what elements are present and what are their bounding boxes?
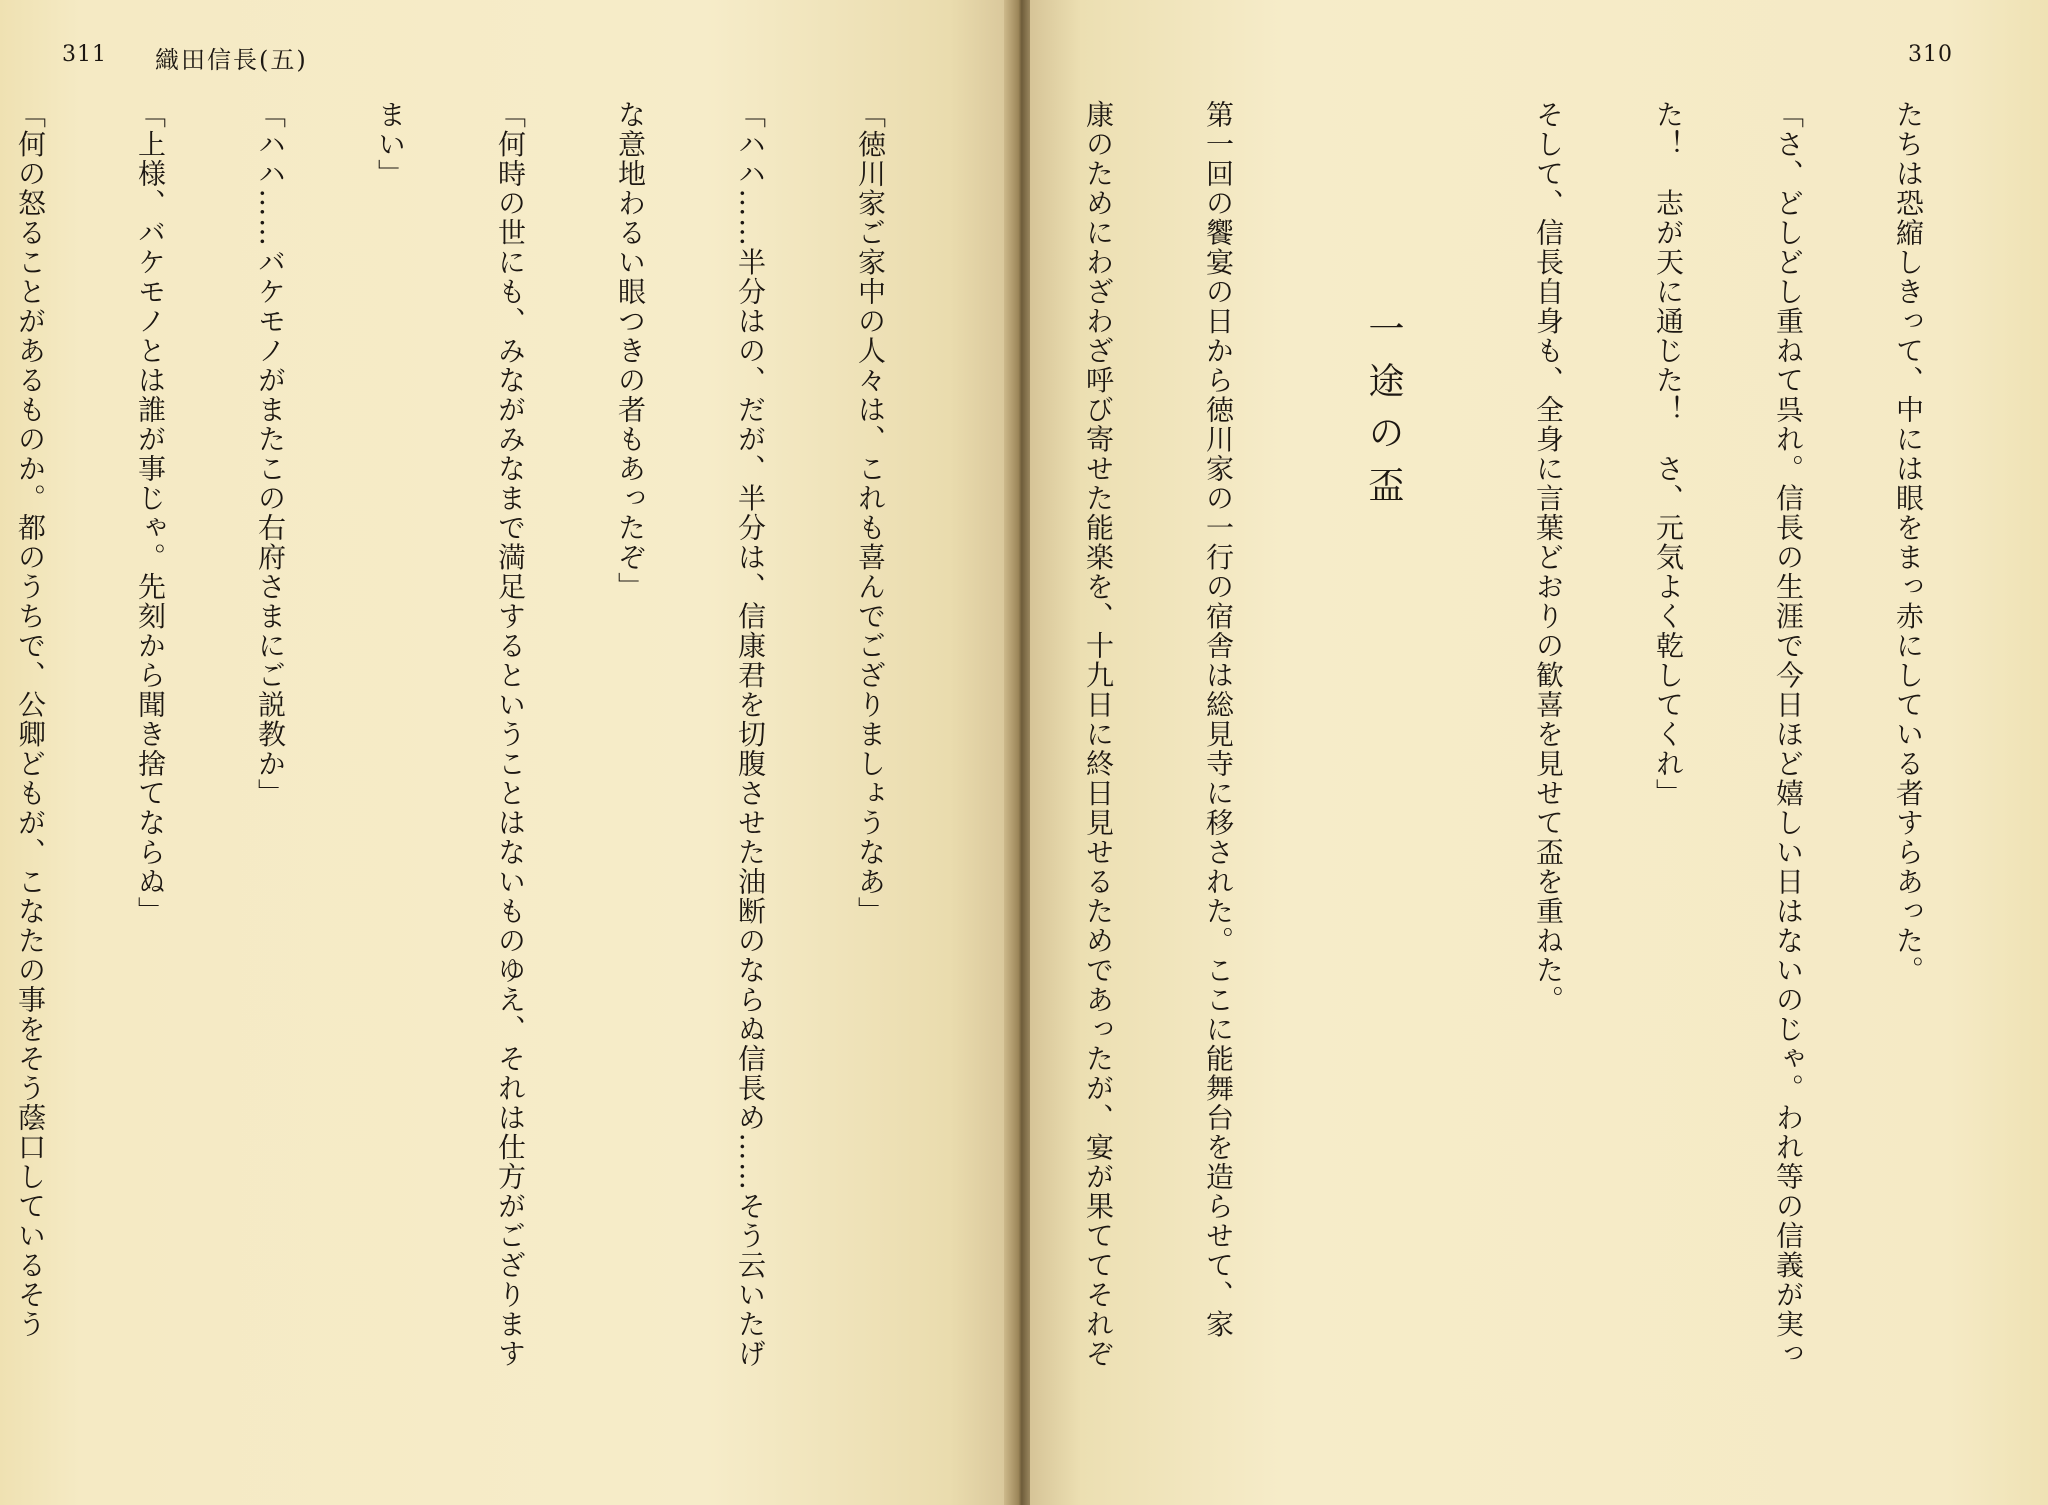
text-line: 「上様、バケモノとは誰が事じゃ。先刻から聞き捨てならぬ」 (134, 100, 167, 926)
text-line: 「徳川家ご家中の人々は、これも喜んでござりましょうなあ」 (854, 100, 887, 926)
text-line: な意地わるい眼つきの者もあったぞ」 (614, 100, 647, 602)
text-line: た！ 志が天に通じた！ さ、元気よく乾してくれ」 (1652, 100, 1685, 808)
running-head-title: 織田信長(五) (155, 46, 308, 74)
text-line: 康のためにわざわざ呼び寄せた能楽を、十九日に終日見せるためであったが、宴が果ててそれぞ (1082, 100, 1115, 1369)
left-page (0, 0, 1010, 1505)
text-line: 「何時の世にも、みながみなまで満足するということはないものゆえ、それは仕方がござります (494, 100, 527, 1369)
text-line: 「何の怒ることがあるものか。都のうちで、公卿どもが、こなたの事をそう蔭口しているそう (14, 100, 47, 1339)
left-page-number: 311 (62, 42, 107, 67)
text-line: まい」 (374, 100, 407, 189)
right-page (1030, 0, 2048, 1505)
text-line: 第一回の饗宴の日から徳川家の一行の宿舎は総見寺に移された。ここに能舞台を造らせて、家 (1202, 100, 1235, 1339)
text-line: そして、信長自身も、全身に言葉どおりの歓喜を見せて盃を重ねた。 (1532, 100, 1565, 1015)
right-page-number: 310 (1908, 42, 1953, 67)
left-page-body-text (14, 100, 970, 1460)
section-heading: 一途の盃 (1363, 310, 1404, 518)
right-page-body-text (1058, 100, 2008, 1460)
text-line: 「ハハ……バケモノがまたこの右府さまにご説教か」 (254, 100, 287, 808)
text-line: 「さ、どしどし重ねて呉れ。信長の生涯で今日ほど嬉しい日はないのじゃ。われ等の信義が実っ (1772, 100, 1805, 1369)
text-line: 「ハハ……半分はの、だが、半分は、信康君を切腹させた油断のならぬ信長め……そう云いたげ (734, 100, 767, 1369)
text-line: たちは恐縮しきって、中には眼をまっ赤にしている者すらあった。 (1892, 100, 1925, 985)
